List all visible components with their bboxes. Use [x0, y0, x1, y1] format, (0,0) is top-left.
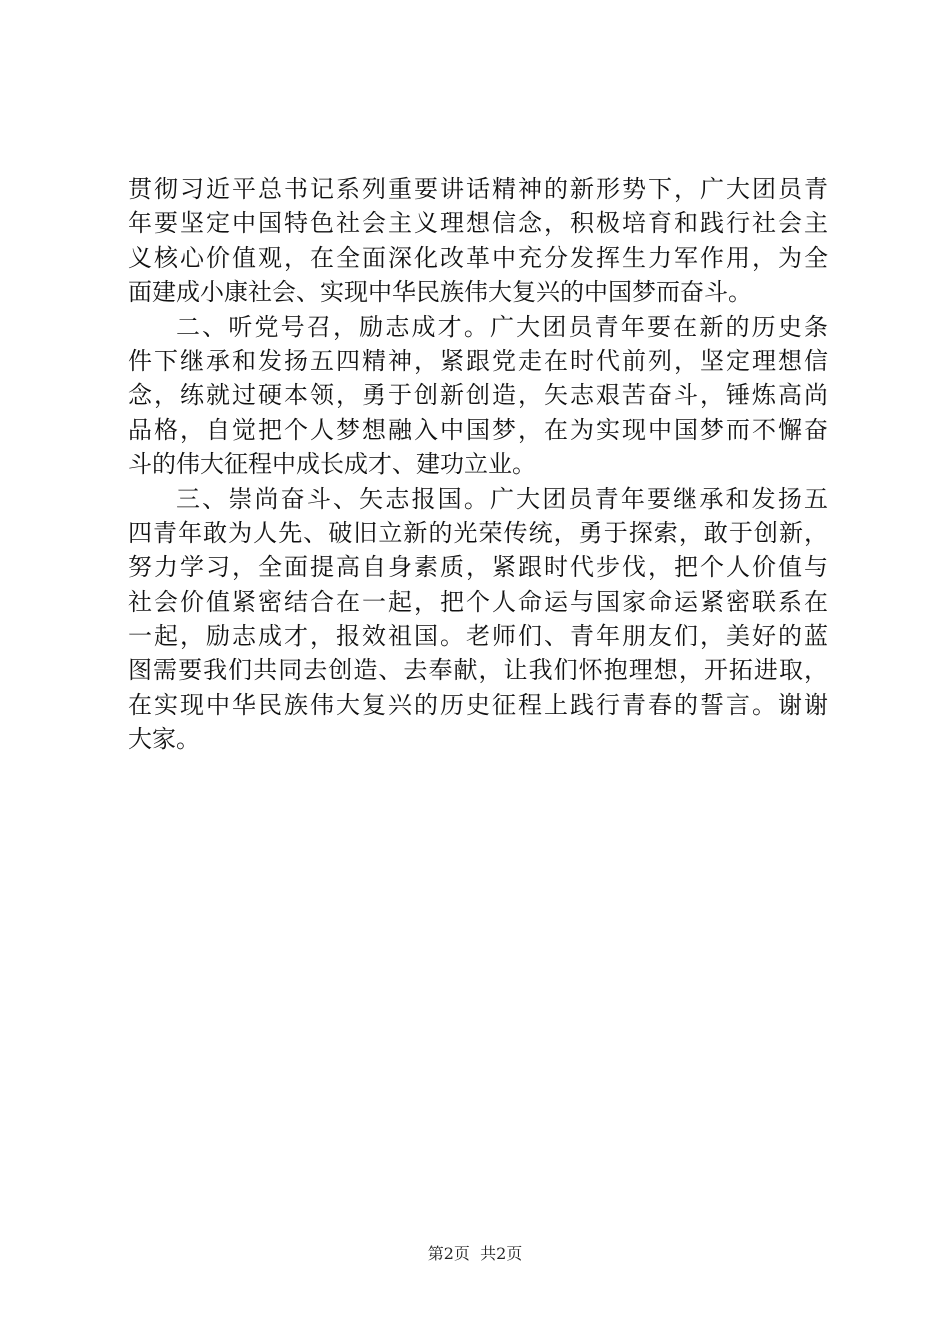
text-line: 贯彻习近平总书记系列重要讲话精神的新形势下，广大团员青 — [128, 175, 828, 203]
text-line: 一起，励志成才，报效祖国。老师们、青年朋友们，美好的蓝 — [128, 622, 828, 651]
text-line: 义核心价值观，在全面深化改革中充分发挥生力军作用，为全 — [128, 243, 828, 272]
text-line: 斗的伟大征程中成长成才、建功立业。 — [128, 450, 536, 479]
page-total: 共2页 — [480, 1244, 523, 1263]
text-line: 面建成小康社会、实现中华民族伟大复兴的中国梦而奋斗。 — [128, 278, 752, 307]
text-line: 年要坚定中国特色社会主义理想信念，积极培育和践行社会主 — [128, 209, 828, 238]
text-line: 二、听党号召，励志成才。广大团员青年要在新的历史条 — [176, 312, 828, 341]
text-line: 三、崇尚奋斗、矢志报国。广大团员青年要继承和发扬五 — [176, 484, 828, 513]
footer-spacer — [470, 1244, 480, 1263]
text-line: 念，练就过硬本领，勇于创新创造，矢志艰苦奋斗，锤炼高尚 — [128, 381, 828, 410]
document-body — [128, 172, 828, 757]
text-line: 品格，自觉把个人梦想融入中国梦，在为实现中国梦而不懈奋 — [128, 415, 828, 444]
text-line: 大家。 — [128, 725, 200, 754]
page-number: 第2页 — [427, 1244, 470, 1263]
text-line: 社会价值紧密结合在一起，把个人命运与国家命运紧密联系在 — [128, 587, 828, 616]
text-line: 四青年敢为人先、破旧立新的光荣传统，勇于探索，敢于创新， — [128, 518, 828, 547]
text-line: 在实现中华民族伟大复兴的历史征程上践行青春的誓言。谢谢 — [128, 690, 828, 719]
text-line: 件下继承和发扬五四精神，紧跟党走在时代前列，坚定理想信 — [128, 346, 828, 375]
page-footer — [0, 1243, 950, 1265]
text-line: 努力学习，全面提高自身素质，紧跟时代步伐，把个人价值与 — [128, 553, 828, 582]
text-line: 图需要我们共同去创造、去奉献，让我们怀抱理想，开拓进取， — [128, 656, 828, 685]
